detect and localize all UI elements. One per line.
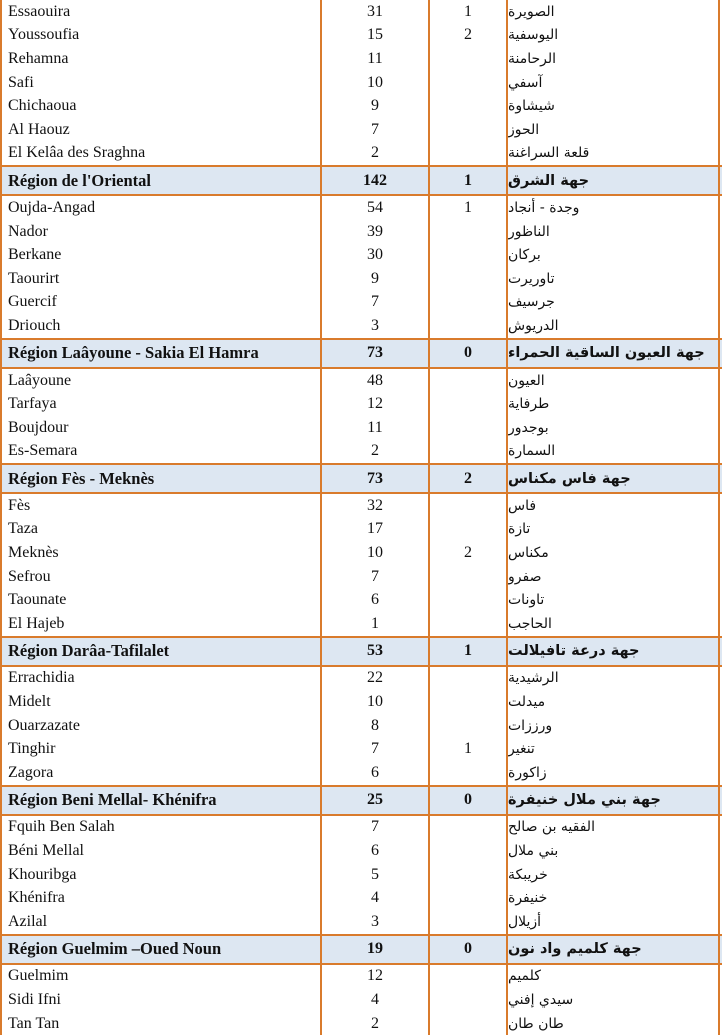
name-ar	[508, 314, 720, 338]
name-fr: Sefrou	[0, 565, 320, 589]
count-value: 7	[320, 816, 428, 840]
name-ar-text: أزيلال	[508, 913, 542, 930]
cases-value	[428, 392, 508, 416]
cases-value	[428, 47, 508, 71]
cases-value	[428, 291, 508, 315]
name-ar	[508, 71, 720, 95]
cases-value: 0	[428, 340, 508, 367]
table-row	[0, 0, 722, 24]
name-ar-text: تنغير	[508, 741, 535, 758]
cases-value: 2	[428, 24, 508, 48]
cases-value: 1	[428, 167, 508, 194]
name-ar	[508, 0, 720, 24]
name-ar	[508, 440, 720, 464]
name-ar	[508, 167, 720, 194]
table-row	[0, 863, 722, 887]
name-ar	[508, 465, 720, 492]
name-fr: Berkane	[0, 243, 320, 267]
count-value: 10	[320, 541, 428, 565]
count-value: 7	[320, 565, 428, 589]
cases-value: 0	[428, 936, 508, 963]
name-ar-text: خريبكة	[508, 866, 548, 883]
table-row	[0, 47, 722, 71]
name-ar	[508, 886, 720, 910]
name-ar-text: سيدي إفني	[508, 991, 574, 1008]
count-value: 2	[320, 440, 428, 464]
name-fr: Oujda-Angad	[0, 196, 320, 220]
cases-value	[428, 94, 508, 118]
name-ar-text: ميدلت	[508, 694, 546, 711]
name-fr: Guercif	[0, 291, 320, 315]
name-ar	[508, 220, 720, 244]
name-ar-text: وجدة - أنجاد	[508, 199, 580, 216]
name-fr: Es-Semara	[0, 440, 320, 464]
count-value: 6	[320, 839, 428, 863]
cases-value: 0	[428, 787, 508, 814]
cases-value	[428, 714, 508, 738]
table-row	[0, 118, 722, 142]
table-row	[0, 714, 722, 738]
count-value: 142	[320, 167, 428, 194]
cases-value	[428, 565, 508, 589]
name-fr: Fquih Ben Salah	[0, 816, 320, 840]
region-row	[0, 165, 722, 196]
table-row	[0, 416, 722, 440]
cases-value	[428, 71, 508, 95]
table-row	[0, 910, 722, 934]
name-fr: Khénifra	[0, 886, 320, 910]
cases-value	[428, 440, 508, 464]
name-ar-text: خنيفرة	[508, 890, 548, 907]
cases-value	[428, 118, 508, 142]
count-value: 12	[320, 965, 428, 989]
count-value: 12	[320, 392, 428, 416]
table-row	[0, 886, 722, 910]
name-ar	[508, 638, 720, 665]
count-value: 17	[320, 518, 428, 542]
name-fr: Taounate	[0, 588, 320, 612]
count-value: 9	[320, 267, 428, 291]
cases-value	[428, 220, 508, 244]
cases-value	[428, 988, 508, 1012]
cases-value	[428, 816, 508, 840]
name-fr: Région Fès - Meknès	[0, 465, 320, 492]
name-ar-text: شيشاوة	[508, 98, 555, 115]
name-ar	[508, 816, 720, 840]
cases-value	[428, 863, 508, 887]
table-row	[0, 369, 722, 393]
table-row	[0, 761, 722, 785]
count-value: 25	[320, 787, 428, 814]
table-row	[0, 667, 722, 691]
name-fr: Meknès	[0, 541, 320, 565]
table-row	[0, 314, 722, 338]
cases-value: 1	[428, 638, 508, 665]
name-ar	[508, 863, 720, 887]
cases-value	[428, 518, 508, 542]
table-row	[0, 839, 722, 863]
count-value: 48	[320, 369, 428, 393]
table-row	[0, 243, 722, 267]
count-value: 7	[320, 291, 428, 315]
cases-value	[428, 369, 508, 393]
name-ar	[508, 142, 720, 166]
table-row	[0, 494, 722, 518]
table-row	[0, 71, 722, 95]
name-ar	[508, 667, 720, 691]
name-ar-text: بركان	[508, 247, 541, 264]
table-row	[0, 94, 722, 118]
name-fr: Ouarzazate	[0, 714, 320, 738]
count-value: 19	[320, 936, 428, 963]
name-fr: El Kelâa des Sraghna	[0, 142, 320, 166]
name-ar-text: تاوريرت	[508, 270, 555, 287]
name-ar-text: الحوز	[508, 121, 540, 138]
name-fr: Béni Mellal	[0, 839, 320, 863]
count-value: 22	[320, 667, 428, 691]
name-ar	[508, 494, 720, 518]
table-row	[0, 142, 722, 166]
name-ar	[508, 588, 720, 612]
name-ar-text: تازة	[508, 521, 531, 538]
cases-value	[428, 142, 508, 166]
name-ar	[508, 737, 720, 761]
count-value: 3	[320, 910, 428, 934]
name-ar	[508, 416, 720, 440]
count-value: 2	[320, 1012, 428, 1035]
name-fr: Fès	[0, 494, 320, 518]
table-row	[0, 518, 722, 542]
name-ar-text: كلميم	[508, 968, 541, 985]
cases-value	[428, 886, 508, 910]
cases-value	[428, 965, 508, 989]
count-value: 11	[320, 47, 428, 71]
name-ar	[508, 291, 720, 315]
name-ar-text: جرسيف	[508, 294, 555, 311]
name-ar-text: الرحامنة	[508, 50, 557, 67]
table-row	[0, 816, 722, 840]
name-ar-text: طرفاية	[508, 396, 550, 413]
count-value: 9	[320, 94, 428, 118]
table-row	[0, 267, 722, 291]
table-row	[0, 588, 722, 612]
name-ar-text: العيون	[508, 372, 545, 389]
table-row	[0, 220, 722, 244]
table-row	[0, 612, 722, 636]
cases-value	[428, 612, 508, 636]
name-ar	[508, 988, 720, 1012]
table-row	[0, 196, 722, 220]
table-row	[0, 1012, 722, 1035]
count-value: 6	[320, 588, 428, 612]
name-ar	[508, 24, 720, 48]
name-fr: Azilal	[0, 910, 320, 934]
name-fr: Zagora	[0, 761, 320, 785]
name-fr: Chichaoua	[0, 94, 320, 118]
name-ar-text: الرشيدية	[508, 670, 559, 687]
name-ar	[508, 518, 720, 542]
name-ar	[508, 690, 720, 714]
name-ar-text: فاس	[508, 497, 537, 514]
name-ar-text: تاونات	[508, 592, 545, 609]
count-value: 5	[320, 863, 428, 887]
name-fr: Sidi Ifni	[0, 988, 320, 1012]
region-row	[0, 934, 722, 965]
name-ar-text: بني ملال	[508, 843, 559, 860]
cases-value	[428, 910, 508, 934]
name-ar-text: الحاجب	[508, 615, 552, 632]
count-value: 4	[320, 886, 428, 910]
name-ar	[508, 243, 720, 267]
count-value: 15	[320, 24, 428, 48]
table-row	[0, 565, 722, 589]
count-value: 73	[320, 340, 428, 367]
cases-value	[428, 839, 508, 863]
name-fr: Nador	[0, 220, 320, 244]
name-ar-text: طان طان	[508, 1015, 564, 1032]
cases-value: 2	[428, 541, 508, 565]
name-fr: Tan Tan	[0, 1012, 320, 1035]
name-fr: Guelmim	[0, 965, 320, 989]
name-ar	[508, 714, 720, 738]
cases-value: 1	[428, 0, 508, 24]
name-ar	[508, 196, 720, 220]
name-ar	[508, 47, 720, 71]
count-value: 54	[320, 196, 428, 220]
name-ar	[508, 839, 720, 863]
name-ar	[508, 936, 720, 963]
name-ar-text: الدريوش	[508, 317, 559, 334]
name-fr: Région Beni Mellal- Khénifra	[0, 787, 320, 814]
count-value: 2	[320, 142, 428, 166]
table-row	[0, 690, 722, 714]
cases-value	[428, 494, 508, 518]
region-row	[0, 338, 722, 369]
name-fr: Errachidia	[0, 667, 320, 691]
name-ar-text: ورززات	[508, 717, 553, 734]
name-ar-text: جهة العيون الساقية الحمراء	[508, 345, 705, 362]
name-ar	[508, 118, 720, 142]
name-ar	[508, 612, 720, 636]
cases-value	[428, 761, 508, 785]
region-row	[0, 636, 722, 667]
name-fr: Région Darâa-Tafilalet	[0, 638, 320, 665]
name-fr: Laâyoune	[0, 369, 320, 393]
count-value: 7	[320, 737, 428, 761]
cases-value: 2	[428, 465, 508, 492]
name-ar	[508, 94, 720, 118]
count-value: 7	[320, 118, 428, 142]
count-value: 11	[320, 416, 428, 440]
name-ar-text: الصويرة	[508, 3, 555, 20]
name-ar	[508, 565, 720, 589]
name-ar	[508, 392, 720, 416]
table-row	[0, 440, 722, 464]
name-fr: Youssoufia	[0, 24, 320, 48]
count-value: 8	[320, 714, 428, 738]
cases-value	[428, 690, 508, 714]
name-ar-text: اليوسفية	[508, 27, 559, 44]
name-fr: Safi	[0, 71, 320, 95]
count-value: 1	[320, 612, 428, 636]
count-value: 39	[320, 220, 428, 244]
table-row	[0, 541, 722, 565]
cases-value	[428, 243, 508, 267]
name-fr: Essaouira	[0, 0, 320, 24]
cases-value: 1	[428, 196, 508, 220]
name-fr: Tarfaya	[0, 392, 320, 416]
name-ar-text: جهة كلميم واد نون	[508, 941, 642, 958]
count-value: 73	[320, 465, 428, 492]
name-fr: Al Haouz	[0, 118, 320, 142]
name-fr: Khouribga	[0, 863, 320, 887]
count-value: 10	[320, 71, 428, 95]
name-ar	[508, 340, 720, 367]
name-fr: Taourirt	[0, 267, 320, 291]
name-fr: Région Guelmim –Oued Noun	[0, 936, 320, 963]
name-fr: Midelt	[0, 690, 320, 714]
count-value: 4	[320, 988, 428, 1012]
name-fr: Rehamna	[0, 47, 320, 71]
name-ar-text: الناظور	[508, 223, 550, 240]
name-ar-text: جهة الشرق	[508, 172, 590, 189]
name-ar-text: السمارة	[508, 443, 556, 460]
table-row	[0, 291, 722, 315]
table-row	[0, 737, 722, 761]
name-fr: Région Laâyoune - Sakia El Hamra	[0, 340, 320, 367]
region-row	[0, 785, 722, 816]
count-value: 3	[320, 314, 428, 338]
count-value: 30	[320, 243, 428, 267]
name-fr: Taza	[0, 518, 320, 542]
count-value: 31	[320, 0, 428, 24]
name-fr: El Hajeb	[0, 612, 320, 636]
cases-value	[428, 416, 508, 440]
cases-value: 1	[428, 737, 508, 761]
region-row	[0, 463, 722, 494]
name-ar-text: مكناس	[508, 545, 549, 562]
name-ar	[508, 1012, 720, 1035]
name-fr: Région de l'Oriental	[0, 167, 320, 194]
name-ar-text: قلعة السراغنة	[508, 145, 590, 162]
name-ar-text: بوجدور	[508, 419, 549, 436]
table-row	[0, 988, 722, 1012]
cases-value	[428, 1012, 508, 1035]
name-ar	[508, 369, 720, 393]
cases-value	[428, 588, 508, 612]
table-row	[0, 24, 722, 48]
cases-value	[428, 667, 508, 691]
name-fr: Boujdour	[0, 416, 320, 440]
name-ar-text: جهة درعة تافيلالت	[508, 643, 640, 660]
name-ar-text: جهة فاس مكناس	[508, 470, 631, 487]
name-ar-text: آسفي	[508, 74, 543, 91]
cases-value	[428, 267, 508, 291]
count-value: 6	[320, 761, 428, 785]
name-ar	[508, 541, 720, 565]
count-value: 32	[320, 494, 428, 518]
name-ar	[508, 787, 720, 814]
name-ar	[508, 761, 720, 785]
name-ar	[508, 267, 720, 291]
table-row	[0, 965, 722, 989]
count-value: 53	[320, 638, 428, 665]
name-fr: Driouch	[0, 314, 320, 338]
cases-value	[428, 314, 508, 338]
name-ar	[508, 910, 720, 934]
name-ar-text: صفرو	[508, 568, 542, 585]
count-value: 10	[320, 690, 428, 714]
table-row	[0, 392, 722, 416]
name-ar-text: الفقيه بن صالح	[508, 819, 595, 836]
name-ar-text: جهة بني ملال خنيفرة	[508, 792, 661, 809]
name-fr: Tinghir	[0, 737, 320, 761]
name-ar-text: زاكورة	[508, 764, 547, 781]
name-ar	[508, 965, 720, 989]
